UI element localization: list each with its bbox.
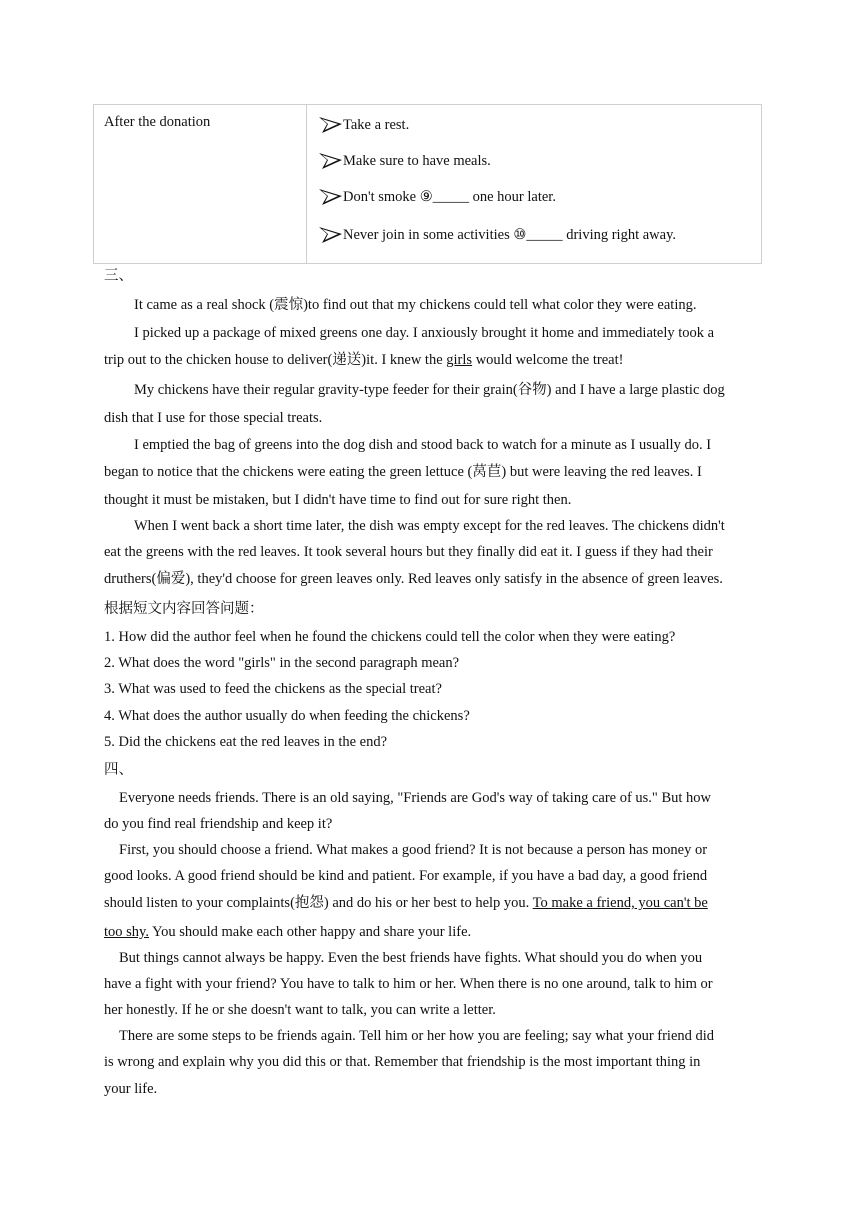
paragraph-line: I emptied the bag of greens into the dog dish and stood back to watch for a minute as I usually do. I [134, 437, 712, 453]
paragraph-line: It came as a real shock (震惊)to find out that my chickens could tell what color they were eating. [134, 297, 697, 313]
table-label: After the donation [104, 114, 211, 130]
paragraph-line: There are some steps to be friends again. Tell him or her how you are feeling; say what your friend did [119, 1028, 715, 1044]
arrow-bullet-icon [318, 187, 343, 207]
arrow-bullet-icon [318, 225, 343, 245]
arrow-bullet-icon [318, 151, 343, 171]
paragraph-line: began to notice that the chickens were eating the green lettuce (莴苣) but were leaving the red leaves. I [104, 464, 702, 480]
paragraph-line: good looks. A good friend should be kind and patient. For example, if you have a bad day, a good friend [104, 868, 708, 884]
bullet-item: Make sure to have meals. [318, 147, 491, 171]
instruction: 根据短文内容回答问题： [104, 601, 264, 617]
table-content-cell [307, 105, 761, 263]
table-label-cell [94, 105, 307, 263]
paragraph-line: too shy. You should make each other happy and share your life. [104, 924, 472, 940]
underlined-sentence: too shy. [104, 924, 149, 940]
donation-table [93, 104, 762, 264]
paragraph-line: When I went back a short time later, the dish was empty except for the red leaves. The chickens didn't [134, 518, 725, 534]
paragraph-line: trip out to the chicken house to deliver(递送)it. I knew the girls would welcome the treat! [104, 352, 624, 368]
section-heading: 三、 [104, 268, 133, 284]
question: 1. How did the author feel when he found the chickens could tell the color when they were eating? [104, 629, 676, 645]
paragraph-line: I picked up a package of mixed greens one day. I anxiously brought it home and immediately took a [134, 325, 715, 341]
bullet-item: Don't smoke ⑨_____ one hour later. [318, 183, 556, 207]
paragraph-line: But things cannot always be happy. Even the best friends have fights. What should you do when you [119, 950, 703, 966]
paragraph-line: do you find real friendship and keep it? [104, 816, 333, 832]
paragraph-line: thought it must be mistaken, but I didn't have time to find out for sure right then. [104, 492, 572, 508]
paragraph-line: dish that I use for those special treats. [104, 410, 323, 426]
underlined-sentence: To make a friend, you can't be [532, 895, 708, 911]
paragraph-line: your life. [104, 1081, 158, 1097]
bullet-item: Take a rest. [318, 111, 409, 135]
bullet-item: Never join in some activities ⑩_____ driving right away. [318, 221, 676, 245]
section-heading: 四、 [104, 762, 133, 778]
question: 3. What was used to feed the chickens as the special treat? [104, 681, 442, 697]
paragraph-line: her honestly. If he or she doesn't want to talk, you can write a letter. [104, 1002, 496, 1018]
arrow-bullet-icon [318, 115, 343, 135]
paragraph-line: should listen to your complaints(抱怨) and do his or her best to help you. To make a friend, you can't be [104, 895, 708, 911]
underlined-word: girls [446, 352, 473, 368]
paragraph-line: eat the greens with the red leaves. It took several hours but they finally did eat it. I guess if they had their [104, 544, 713, 560]
question: 5. Did the chickens eat the red leaves in the end? [104, 734, 388, 750]
paragraph-line: First, you should choose a friend. What makes a good friend? It is not because a person has money or [119, 842, 708, 858]
paragraph-line: have a fight with your friend? You have to talk to him or her. When there is no one around, talk to him or [104, 976, 713, 992]
paragraph-line: is wrong and explain why you did this or that. Remember that friendship is the most important thing in [104, 1054, 701, 1070]
paragraph-line: My chickens have their regular gravity-type feeder for their grain(谷物) and I have a large plastic dog [134, 382, 725, 398]
paragraph-line: druthers(偏爱), they'd choose for green leaves only. Red leaves only satisfy in the absence of green leaves. [104, 571, 723, 587]
paragraph-line: Everyone needs friends. There is an old saying, "Friends are God's way of taking care of us." But how [119, 790, 712, 806]
question: 2. What does the word "girls" in the second paragraph mean? [104, 655, 460, 671]
question: 4. What does the author usually do when feeding the chickens? [104, 708, 470, 724]
